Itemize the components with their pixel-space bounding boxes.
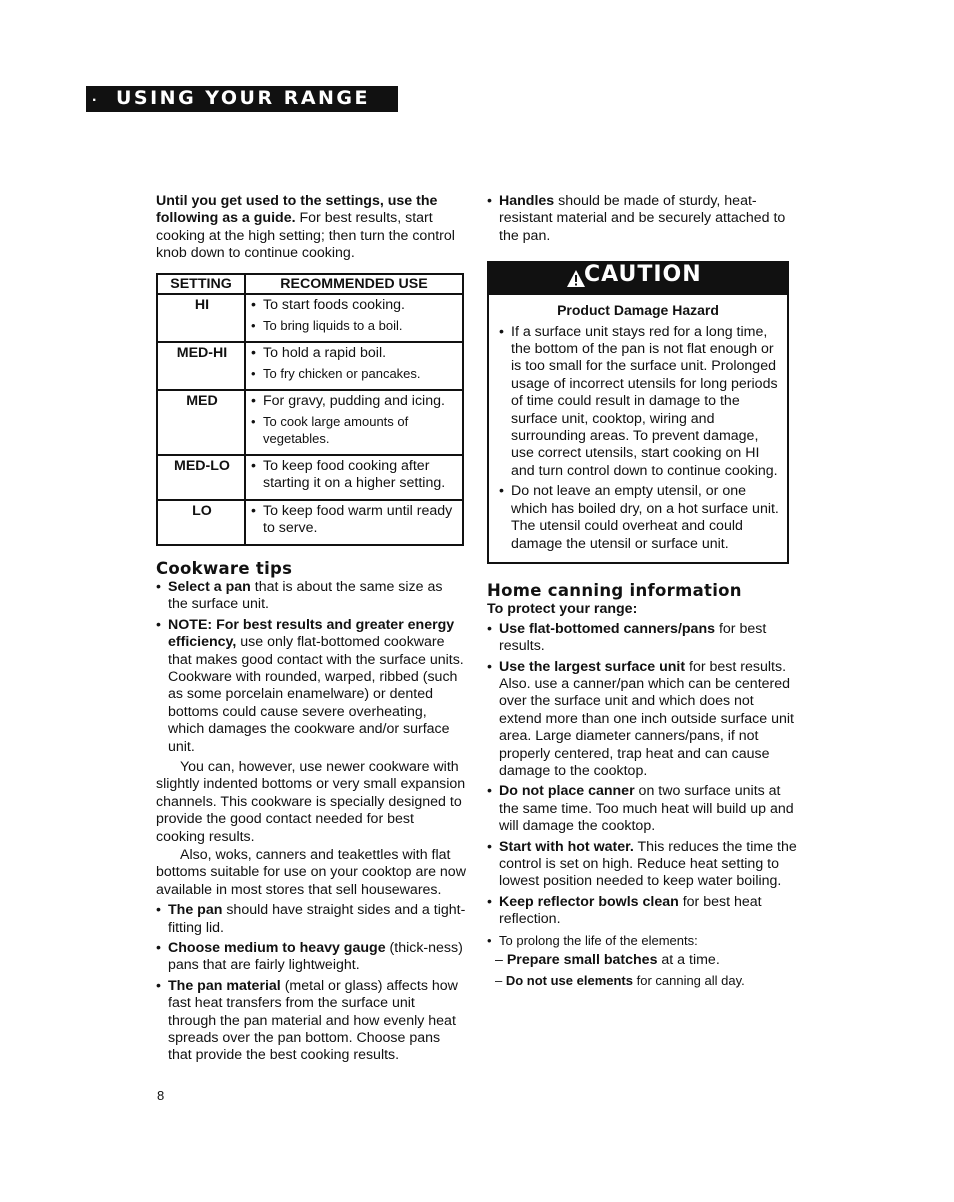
use-cell: [245, 294, 463, 342]
setting-cell: MED-HI: [157, 342, 245, 390]
setting-cell: MED: [157, 390, 245, 455]
canning-subitem: – Do not use elements for canning all day.: [495, 973, 745, 989]
section-header: [86, 86, 398, 112]
tip-bold: Start with hot water.: [499, 838, 634, 855]
table-row: [157, 390, 463, 455]
tip-bold: Do not place canner: [499, 783, 635, 800]
cookware-tip: [156, 579, 466, 614]
tip-text: This reduces the time the control is set on high. Reduce heat setting to lowest position needed to keep water boiling.: [499, 838, 797, 890]
tip-text: for best heat reflection.: [499, 893, 762, 928]
tip-text: at a time.: [657, 952, 720, 969]
caution-box: [487, 261, 789, 564]
use-item: • To start foods cooking.: [251, 297, 459, 314]
intro-bold: Until you get used to the settings, use the following as a guide.: [156, 193, 438, 227]
cookware-tip: [487, 193, 797, 245]
cookware-tip: [156, 940, 466, 975]
use-item: • To hold a rapid boil.: [251, 345, 459, 362]
canning-subheading: To protect your range:: [487, 601, 638, 618]
setting-cell: HI: [157, 294, 245, 342]
tip-text: that is about the same size as the surface unit.: [168, 578, 443, 613]
tip-bold: Select a pan: [168, 578, 251, 595]
canning-tip: [487, 894, 797, 929]
tip-text: for best results.: [499, 620, 767, 655]
caution-item: • Do not leave an empty utensil, or one which has boiled dry, on a hot surface unit. The utensil could overheat and could damage the utensil or surface unit.: [499, 483, 779, 553]
tip-text: use only flat-bottomed cookware that makes good contact with the surface units. Cookware with rounded, warped, ribbed (such as some porcelain enamelware) or dented bottoms could cause severe overheating, which damages the cookware and/or surface unit.: [168, 634, 464, 755]
tip-text: (thick-ness) pans that are fairly lightweight.: [168, 940, 463, 974]
tip-bold: Do not use elements: [505, 973, 633, 989]
cookware-tip: [156, 617, 466, 756]
tip-bold: Keep reflector bowls clean: [499, 893, 679, 910]
canning-heading: Home canning information: [487, 580, 742, 600]
use-cell: [245, 500, 463, 545]
table-row: [157, 500, 463, 545]
warning-triangle-icon: [566, 269, 586, 288]
page-number: 8: [157, 1088, 165, 1103]
use-item: • To bring liquids to a boil.: [251, 317, 459, 334]
tip-text: (metal or glass) affects how fast heat transfers from the surface unit through the pan material and how evenly heat spreads over the pan bottom. Choose pans that provide the best cooking results.: [168, 977, 458, 1064]
tip-text: on two surface units at the same time. Too much heat will build up and will damage the cooktop.: [499, 783, 794, 835]
tip-bold: Use the largest surface unit: [499, 658, 686, 675]
setting-cell: LO: [157, 500, 245, 545]
use-item: • To keep food warm until ready to serve.: [251, 503, 459, 538]
use-cell: [245, 342, 463, 390]
caution-label: CAUTION: [584, 262, 702, 288]
cookware-paragraph: Also, woks, canners and teakettles with flat bottoms suitable for use on your cooktop are now available in most stores that sell housewares.: [156, 847, 466, 898]
caution-item: • If a surface unit stays red for a long time, the bottom of the pan is not flat enough or is too small for the surface unit. Prolonged usage of incorrect utensils for long periods of time could result in damage to the surface unit, cooktop, wiring and surrounding areas. To prevent damage, use correct utensils, start cooking on HI and turn control down to continue cooking.: [499, 324, 779, 481]
caution-header: [489, 263, 787, 295]
use-cell: [245, 455, 463, 500]
table-row: [157, 455, 463, 500]
use-item: • To fry chicken or pancakes.: [251, 365, 459, 382]
tip-text: should have straight sides and a tight-fitting lid.: [168, 902, 466, 936]
canning-tip: [487, 783, 797, 835]
cookware-heading: Cookware tips: [156, 558, 293, 578]
tip-bold: The pan: [168, 902, 223, 919]
canning-subitem: – Prepare small batches at a time.: [495, 952, 720, 969]
table-row: [157, 342, 463, 390]
intro-paragraph: [156, 193, 466, 263]
canning-tip: [487, 621, 797, 656]
left-column: [156, 193, 466, 1068]
caution-title: Product Damage Hazard: [557, 302, 719, 319]
table-row: [157, 294, 463, 342]
right-column: [487, 193, 797, 993]
setting-cell: MED-LO: [157, 455, 245, 500]
cookware-tip: [156, 978, 466, 1065]
table-header-row: [157, 274, 463, 294]
table-header-use: RECOMMENDED USE: [245, 274, 463, 294]
canning-tip: [487, 839, 797, 891]
intro-text: For best results, start cooking at the high setting; then turn the control knob down to continue cooking.: [156, 210, 455, 262]
tip-bold: NOTE: For best results and greater energy efficiency,: [168, 616, 455, 651]
tip-bold: Use flat-bottomed canners/pans: [499, 620, 716, 637]
settings-table: [156, 273, 464, 546]
canning-tip: [487, 659, 797, 781]
header-dot: .: [92, 88, 97, 105]
use-cell: [245, 390, 463, 455]
section-title: USING YOUR RANGE: [116, 87, 371, 109]
use-item: • To cook large amounts of vegetables.: [251, 413, 459, 448]
tip-bold: Choose medium to heavy gauge: [168, 940, 386, 957]
cookware-paragraph: You can, however, use newer cookware with slightly indented bottoms or very small expansion channels. This cookware is specially designed to provide the good contact needed for best cooking results.: [156, 758, 466, 845]
tip-bold: The pan material: [168, 977, 281, 994]
use-item: • For gravy, pudding and icing.: [251, 393, 459, 410]
tip-bold: Prepare small batches: [506, 952, 658, 969]
cookware-tip: [156, 902, 466, 937]
table-header-setting: SETTING: [157, 274, 245, 294]
tip-text: for best results. Also. use a canner/pan which can be centered over the surface unit and which does not extend more than one inch outside surface unit area. Large diameter canners/pans, if not properly centered, trap heat and can cause damage to the cooktop.: [499, 658, 794, 779]
tip-bold: Handles: [499, 193, 555, 209]
canning-tip: • To prolong the life of the elements:: [487, 932, 797, 949]
tip-text: for canning all day.: [632, 973, 745, 989]
use-item: • To keep food cooking after starting it on a higher setting.: [251, 458, 459, 493]
tip-text: should be made of sturdy, heat-resistant material and be securely attached to the pan.: [499, 193, 786, 244]
